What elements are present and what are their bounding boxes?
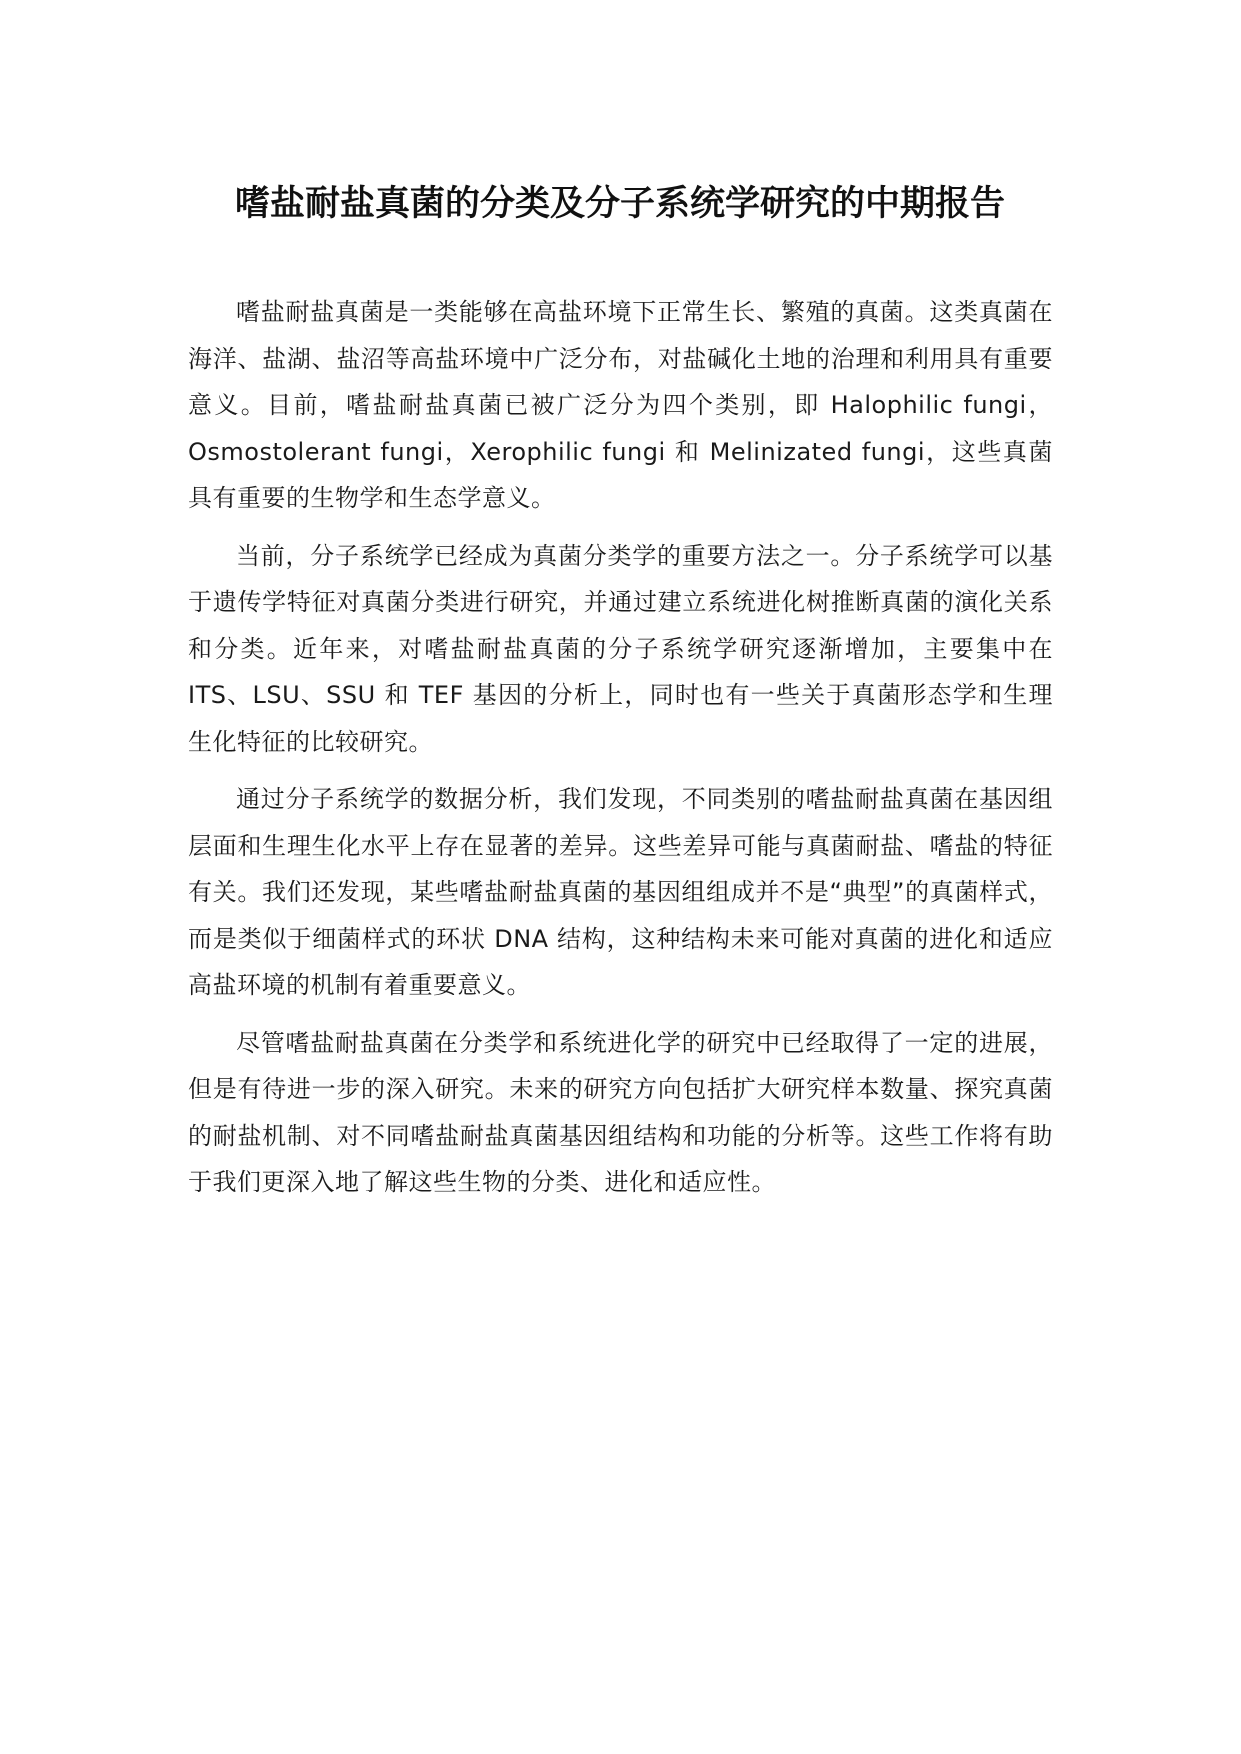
paragraph-4: 尽管嗜盐耐盐真菌在分类学和系统进化学的研究中已经取得了一定的进展，但是有待进一步的深入研究。未来的研究方向包括扩大研究样本数量、探究真菌的耐盐机制、对不同嗜盐耐盐真菌基因组结构和功能的分析等。这些工作将有助于我们更深入地了解这些生物的分类、进化和适应性。 — [188, 1028, 1053, 1196]
document-title: 嗜盐耐盐真菌的分类及分子系统学研究的中期报告 — [234, 184, 1005, 224]
paragraph-3: 通过分子系统学的数据分析，我们发现，不同类别的嗜盐耐盐真菌在基因组层面和生理生化水平上存在显著的差异。这些差异可能与真菌耐盐、嗜盐的特征有关。我们还发现，某些嗜盐耐盐真菌的基因组组成并不是“典型”的真菌样式，而是类似于细菌样式的环状 DNA 结构，这种结构未来可能对真菌的进化和适应高盐环境的机制有着重要意义。 — [188, 785, 1053, 999]
paragraph-1: 嗜盐耐盐真菌是一类能够在高盐环境下正常生长、繁殖的真菌。这类真菌在海洋、盐湖、盐沼等高盐环境中广泛分布，对盐碱化土地的治理和利用具有重要意义。目前，嗜盐耐盐真菌已被广泛分为四个类别，即 Halophilic fungi，Osmostolerant fungi，Xerophilic fungi 和 Melinizated fungi，这些真菌具有重要的生物学和生态学意义。 — [188, 298, 1053, 512]
document-body — [188, 289, 1053, 1217]
paragraph-2: 当前，分子系统学已经成为真菌分类学的重要方法之一。分子系统学可以基于遗传学特征对真菌分类进行研究，并通过建立系统进化树推断真菌的演化关系和分类。近年来，对嗜盐耐盐真菌的分子系统学研究逐渐增加，主要集中在 ITS、LSU、SSU 和 TEF 基因的分析上，同时也有一些关于真菌形态学和生理生化特征的比较研究。 — [188, 541, 1053, 756]
